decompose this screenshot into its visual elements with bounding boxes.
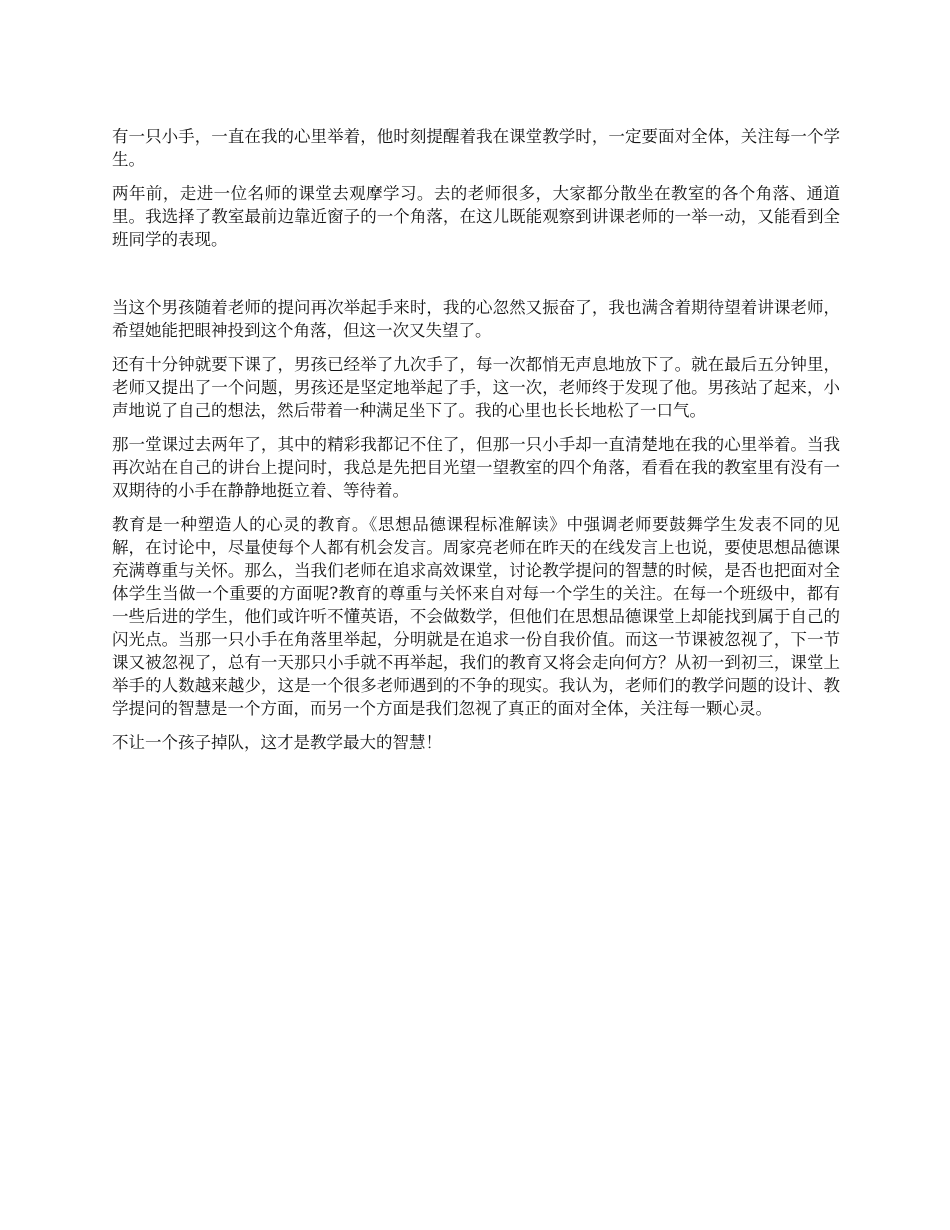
blank-gap (112, 262, 840, 296)
paragraph-4: 还有十分钟就要下课了，男孩已经举了九次手了，每一次都悄无声息地放下了。就在最后五分钟里，老师又提出了一个问题，男孩还是坚定地举起了手，这一次，老师终于发现了他。男孩站了起来，小声地说了自己的想法，然后带着一种满足坐下了。我的心里也长长地松了一口气。 (112, 355, 840, 420)
document-body (112, 125, 840, 765)
paragraph-7: 不让一个孩子掉队，这才是教学最大的智慧！ (112, 733, 442, 752)
paragraph-2: 两年前，走进一位名师的课堂去观摩学习。去的老师很多，大家都分散坐在教室的各个角落、通道里。我选择了教室最前边靠近窗子的一个角落，在这儿既能观察到讲课老师的一举一动，又能看到全班同学的表现。 (112, 184, 840, 249)
paragraph-3: 当这个男孩随着老师的提问再次举起手来时，我的心忽然又振奋了，我也满含着期待望着讲课老师，希望她能把眼神投到这个角落，但这一次又失望了。 (112, 298, 840, 340)
paragraph-1: 有一只小手，一直在我的心里举着，他时刻提醒着我在课堂教学时，一定要面对全体，关注每一个学生。 (112, 127, 840, 169)
paragraph-5: 那一堂课过去两年了，其中的精彩我都记不住了，但那一只小手却一直清楚地在我的心里举着。当我再次站在自己的讲台上提问时，我总是先把目光望一望教室的四个角落，看看在我的教室里有没有一双期待的小手在静静地挺立着、等待着。 (112, 435, 840, 500)
paragraph-6: 教育是一种塑造人的心灵的教育。《思想品德课程标准解读》中强调老师要鼓舞学生发表不同的见解，在讨论中，尽量使每个人都有机会发言。周家亮老师在昨天的在线发言上也说，要使思想品德课充满尊重与关怀。那么，当我们老师在追求高效课堂，讨论教学提问的智慧的时候，是否也把面对全体学生当做一个重要的方面呢?教育的尊重与关怀来自对每一个学生的关注。在每一个班级中，都有一些后进的学生，他们或许听不懂英语，不会做数学，但他们在思想品德课堂上却能找到属于自己的闪光点。当那一只小手在角落里举起，分明就是在追求一份自我价值。而这一节课被忽视了，下一节课又被忽视了，总有一天那只小手就不再举起，我们的教育又将会走向何方？从初一到初三，课堂上举手的人数越来越少，这是一个很多老师遇到的不争的现实。我认为，老师们的教学问题的设计、教学提问的智慧是一个方面，而另一个方面是我们忽视了真正的面对全体，关注每一颗心灵。 (112, 515, 840, 718)
